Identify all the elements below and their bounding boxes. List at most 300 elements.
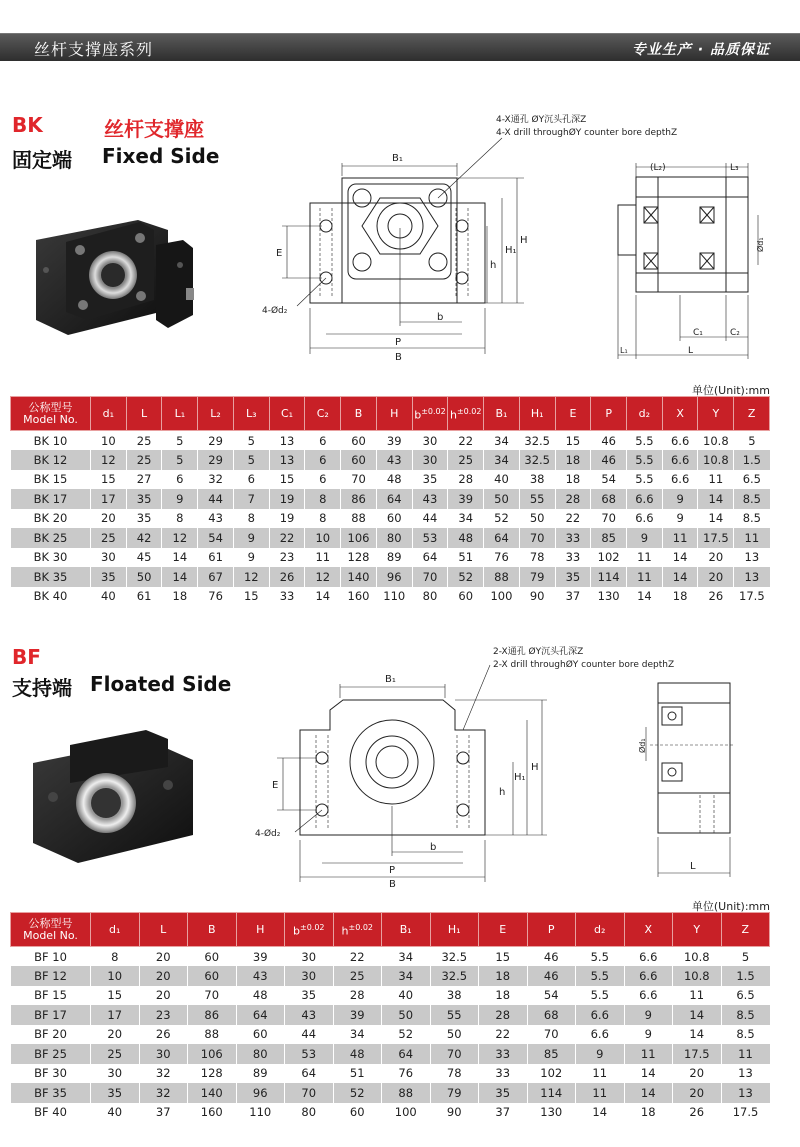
value-cell: 6.6: [624, 966, 673, 986]
value-cell: 11: [698, 470, 734, 490]
value-cell: 64: [484, 528, 520, 548]
value-cell: 35: [412, 470, 448, 490]
value-cell: 33: [555, 548, 591, 568]
value-cell: 18: [555, 450, 591, 470]
value-cell: 9: [662, 489, 698, 509]
value-cell: 9: [233, 528, 269, 548]
table-row: [11, 986, 770, 1006]
value-cell: 46: [527, 947, 576, 967]
value-cell: 8: [305, 489, 341, 509]
value-cell: 26: [269, 567, 305, 587]
table-row: [11, 966, 770, 986]
value-cell: 70: [430, 1044, 479, 1064]
model-cell: BF 17: [11, 1005, 91, 1025]
value-cell: 130: [527, 1103, 576, 1123]
bk-callout-cn: 4-X通孔 ØY沉头孔深Z: [496, 115, 587, 125]
value-cell: 37: [139, 1103, 188, 1123]
value-cell: 30: [91, 548, 127, 568]
table-row: [11, 1064, 770, 1084]
table-row: [11, 489, 770, 509]
header-bar: [0, 33, 800, 61]
bk-dim-b: B: [395, 352, 402, 363]
column-header: H: [376, 397, 412, 431]
value-cell: 6: [162, 470, 198, 490]
value-cell: 5.5: [576, 986, 625, 1006]
value-cell: 64: [376, 489, 412, 509]
value-cell: 67: [198, 567, 234, 587]
value-cell: 13: [721, 1064, 770, 1084]
value-cell: 96: [376, 567, 412, 587]
value-cell: 20: [139, 947, 188, 967]
column-header: L: [126, 397, 162, 431]
value-cell: 60: [236, 1025, 285, 1045]
bk-dim-c1: C₁: [693, 328, 703, 338]
value-cell: 18: [624, 1103, 673, 1123]
value-cell: 9: [233, 548, 269, 568]
table-row: [11, 1103, 770, 1123]
value-cell: 64: [236, 1005, 285, 1025]
bk-callout-en: 4-X drill throughØY counter bore depthZ: [496, 128, 678, 138]
column-header: d₁: [91, 913, 140, 947]
column-header: d₂: [627, 397, 663, 431]
value-cell: 18: [162, 587, 198, 607]
column-header: X: [662, 397, 698, 431]
value-cell: 35: [126, 509, 162, 529]
value-cell: 44: [198, 489, 234, 509]
value-cell: 45: [126, 548, 162, 568]
value-cell: 53: [285, 1044, 334, 1064]
value-cell: 22: [479, 1025, 528, 1045]
value-cell: 38: [430, 986, 479, 1006]
value-cell: 10.8: [698, 431, 734, 451]
value-cell: 64: [382, 1044, 431, 1064]
value-cell: 40: [91, 587, 127, 607]
value-cell: 102: [527, 1064, 576, 1084]
model-cell: BK 12: [11, 450, 91, 470]
value-cell: 28: [479, 1005, 528, 1025]
column-header: Y: [673, 913, 722, 947]
model-cell: BK 35: [11, 567, 91, 587]
value-cell: 10.8: [673, 966, 722, 986]
value-cell: 11: [721, 1044, 770, 1064]
column-header: $b^{\pm 0.02}$: [285, 913, 334, 947]
value-cell: 30: [285, 947, 334, 967]
model-cell: BK 25: [11, 528, 91, 548]
model-cell: BK 15: [11, 470, 91, 490]
value-cell: 28: [555, 489, 591, 509]
table-row: [11, 587, 770, 607]
value-cell: 33: [555, 528, 591, 548]
value-cell: 90: [430, 1103, 479, 1123]
bk-dim-d1: Ød₁: [756, 237, 765, 252]
value-cell: 35: [91, 1083, 140, 1103]
value-cell: 102: [591, 548, 627, 568]
value-cell: 26: [673, 1103, 722, 1123]
value-cell: 12: [233, 567, 269, 587]
value-cell: 40: [484, 470, 520, 490]
value-cell: 128: [188, 1064, 237, 1084]
bk-side-en: Fixed Side: [102, 144, 220, 168]
value-cell: 30: [285, 966, 334, 986]
value-cell: 76: [382, 1064, 431, 1084]
value-cell: 19: [269, 509, 305, 529]
bk-dim-hh: H: [520, 235, 528, 246]
value-cell: 14: [305, 587, 341, 607]
value-cell: 48: [236, 986, 285, 1006]
value-cell: 34: [333, 1025, 382, 1045]
value-cell: 6.6: [627, 509, 663, 529]
value-cell: 1.5: [721, 966, 770, 986]
value-cell: 25: [448, 450, 484, 470]
value-cell: 17.5: [673, 1044, 722, 1064]
value-cell: 85: [591, 528, 627, 548]
value-cell: 48: [333, 1044, 382, 1064]
value-cell: 14: [624, 1083, 673, 1103]
value-cell: 50: [126, 567, 162, 587]
bk-dim-e: E: [276, 248, 283, 259]
value-cell: 23: [139, 1005, 188, 1025]
value-cell: 14: [698, 489, 734, 509]
model-header: 公称型号 Model No.: [11, 913, 91, 947]
value-cell: 8.5: [721, 1025, 770, 1045]
value-cell: 80: [236, 1044, 285, 1064]
value-cell: 5: [233, 450, 269, 470]
header-title: 丝杆支撑座系列: [34, 40, 154, 59]
value-cell: 14: [698, 509, 734, 529]
value-cell: 20: [91, 1025, 140, 1045]
table-row: [11, 470, 770, 490]
value-cell: 14: [662, 567, 698, 587]
model-cell: BK 40: [11, 587, 91, 607]
bf-callout-cn: 2-X通孔 ØY沉头孔深Z: [493, 647, 584, 657]
value-cell: 29: [198, 450, 234, 470]
value-cell: 100: [382, 1103, 431, 1123]
value-cell: 88: [484, 567, 520, 587]
value-cell: 35: [91, 567, 127, 587]
value-cell: 30: [412, 450, 448, 470]
value-cell: 43: [198, 509, 234, 529]
column-header: P: [591, 397, 627, 431]
value-cell: 26: [698, 587, 734, 607]
value-cell: 60: [188, 966, 237, 986]
value-cell: 46: [591, 431, 627, 451]
value-cell: 52: [484, 509, 520, 529]
value-cell: 5: [721, 947, 770, 967]
value-cell: 35: [285, 986, 334, 1006]
value-cell: 70: [341, 470, 377, 490]
value-cell: 32.5: [430, 966, 479, 986]
value-cell: 100: [484, 587, 520, 607]
value-cell: 18: [662, 587, 698, 607]
value-cell: 6.6: [662, 431, 698, 451]
column-header: P: [527, 913, 576, 947]
column-header: H: [236, 913, 285, 947]
model-cell: BK 30: [11, 548, 91, 568]
column-header: E: [555, 397, 591, 431]
value-cell: 86: [188, 1005, 237, 1025]
bf-dim-d1: Ød₁: [638, 738, 647, 753]
value-cell: 12: [305, 567, 341, 587]
model-cell: BF 35: [11, 1083, 91, 1103]
value-cell: 17.5: [734, 587, 770, 607]
bf-side-en: Floated Side: [90, 672, 232, 696]
value-cell: 78: [430, 1064, 479, 1084]
value-cell: 13: [269, 450, 305, 470]
value-cell: 11: [627, 567, 663, 587]
table-row: [11, 450, 770, 470]
column-header: B₁: [484, 397, 520, 431]
value-cell: 20: [673, 1083, 722, 1103]
bf-unit: 单位(Unit):mm: [691, 900, 770, 913]
value-cell: 44: [412, 509, 448, 529]
value-cell: 34: [484, 431, 520, 451]
value-cell: 6.6: [662, 470, 698, 490]
column-header: H₁: [430, 913, 479, 947]
value-cell: 12: [162, 528, 198, 548]
value-cell: 15: [233, 587, 269, 607]
value-cell: 11: [305, 548, 341, 568]
value-cell: 1.5: [734, 450, 770, 470]
value-cell: 17: [91, 489, 127, 509]
model-cell: BF 30: [11, 1064, 91, 1084]
bk-dim-l: L: [688, 346, 694, 356]
bk-dim-l3: L₃: [730, 163, 739, 173]
column-header: X: [624, 913, 673, 947]
value-cell: 22: [333, 947, 382, 967]
table-row: [11, 548, 770, 568]
value-cell: 70: [188, 986, 237, 1006]
value-cell: 15: [269, 470, 305, 490]
value-cell: 6.6: [662, 450, 698, 470]
model-cell: BF 10: [11, 947, 91, 967]
bk-dim-l2: (L₂): [650, 163, 666, 173]
column-header: Y: [698, 397, 734, 431]
model-cell: BF 25: [11, 1044, 91, 1064]
table-row: [11, 509, 770, 529]
value-cell: 61: [198, 548, 234, 568]
table-row: [11, 567, 770, 587]
value-cell: 15: [479, 947, 528, 967]
bk-dim-small-b: b: [437, 312, 444, 323]
column-header: B₁: [382, 913, 431, 947]
value-cell: 60: [376, 509, 412, 529]
value-cell: 13: [734, 567, 770, 587]
value-cell: 76: [198, 587, 234, 607]
bk-product-photo: [28, 200, 198, 350]
value-cell: 50: [484, 489, 520, 509]
value-cell: 33: [479, 1044, 528, 1064]
value-cell: 37: [555, 587, 591, 607]
value-cell: 39: [448, 489, 484, 509]
value-cell: 6.6: [576, 1005, 625, 1025]
table-row: [11, 431, 770, 451]
value-cell: 43: [412, 489, 448, 509]
value-cell: 32.5: [519, 431, 555, 451]
value-cell: 25: [91, 528, 127, 548]
value-cell: 54: [527, 986, 576, 1006]
value-cell: 90: [519, 587, 555, 607]
value-cell: 53: [412, 528, 448, 548]
column-header: L: [139, 913, 188, 947]
bk-hole-label: 4-Ød₂: [262, 306, 288, 316]
value-cell: 38: [519, 470, 555, 490]
value-cell: 13: [721, 1083, 770, 1103]
bf-dim-h: h: [499, 787, 506, 798]
value-cell: 6.6: [624, 947, 673, 967]
value-cell: 88: [188, 1025, 237, 1045]
value-cell: 43: [236, 966, 285, 986]
model-cell: BF 20: [11, 1025, 91, 1045]
value-cell: 14: [576, 1103, 625, 1123]
bk-dim-h: h: [490, 260, 497, 271]
value-cell: 25: [91, 1044, 140, 1064]
bk-dim-l1: L₁: [620, 346, 628, 355]
value-cell: 14: [162, 567, 198, 587]
value-cell: 79: [430, 1083, 479, 1103]
value-cell: 79: [519, 567, 555, 587]
bf-dim-small-b: b: [430, 842, 437, 853]
value-cell: 10: [91, 966, 140, 986]
value-cell: 5.5: [576, 947, 625, 967]
value-cell: 18: [479, 966, 528, 986]
value-cell: 11: [673, 986, 722, 1006]
value-cell: 17: [91, 1005, 140, 1025]
value-cell: 8.5: [734, 489, 770, 509]
value-cell: 6.5: [721, 986, 770, 1006]
value-cell: 60: [448, 587, 484, 607]
value-cell: 51: [448, 548, 484, 568]
bf-callout-en: 2-X drill throughØY counter bore depthZ: [493, 660, 675, 670]
value-cell: 34: [382, 966, 431, 986]
value-cell: 34: [484, 450, 520, 470]
value-cell: 42: [126, 528, 162, 548]
value-cell: 9: [662, 509, 698, 529]
column-header: L₃: [233, 397, 269, 431]
value-cell: 89: [236, 1064, 285, 1084]
table-row: [11, 1044, 770, 1064]
value-cell: 64: [285, 1064, 334, 1084]
value-cell: 26: [139, 1025, 188, 1045]
bf-dim-b1: B₁: [385, 674, 396, 685]
value-cell: 35: [555, 567, 591, 587]
value-cell: 50: [430, 1025, 479, 1045]
value-cell: 60: [188, 947, 237, 967]
value-cell: 6.6: [627, 489, 663, 509]
model-cell: BK 17: [11, 489, 91, 509]
value-cell: 23: [269, 548, 305, 568]
value-cell: 34: [448, 509, 484, 529]
value-cell: 51: [333, 1064, 382, 1084]
value-cell: 27: [126, 470, 162, 490]
value-cell: 8.5: [734, 509, 770, 529]
value-cell: 40: [91, 1103, 140, 1123]
value-cell: 43: [376, 450, 412, 470]
bk-dim-b1: B₁: [392, 153, 403, 164]
value-cell: 34: [382, 947, 431, 967]
value-cell: 140: [341, 567, 377, 587]
value-cell: 30: [412, 431, 448, 451]
value-cell: 28: [333, 986, 382, 1006]
value-cell: 25: [126, 450, 162, 470]
value-cell: 30: [91, 1064, 140, 1084]
value-cell: 160: [188, 1103, 237, 1123]
value-cell: 60: [333, 1103, 382, 1123]
value-cell: 55: [519, 489, 555, 509]
value-cell: 6: [233, 470, 269, 490]
value-cell: 8.5: [721, 1005, 770, 1025]
value-cell: 8: [233, 509, 269, 529]
value-cell: 9: [162, 489, 198, 509]
value-cell: 70: [591, 509, 627, 529]
value-cell: 6: [305, 431, 341, 451]
value-cell: 8: [91, 947, 140, 967]
table-row: [11, 1083, 770, 1103]
value-cell: 86: [341, 489, 377, 509]
value-cell: 20: [698, 567, 734, 587]
value-cell: 14: [624, 1064, 673, 1084]
value-cell: 70: [519, 528, 555, 548]
table-row: [11, 1025, 770, 1045]
value-cell: 11: [627, 548, 663, 568]
value-cell: 18: [555, 470, 591, 490]
bk-dim-p: P: [395, 337, 402, 348]
value-cell: 9: [624, 1025, 673, 1045]
value-cell: 22: [448, 431, 484, 451]
value-cell: 85: [527, 1044, 576, 1064]
value-cell: 32: [198, 470, 234, 490]
value-cell: 10: [91, 431, 127, 451]
column-header: $h^{\pm 0.02}$: [333, 913, 382, 947]
value-cell: 5.5: [627, 431, 663, 451]
column-header: Z: [721, 913, 770, 947]
bk-code: BK: [12, 113, 43, 137]
bf-product-photo: [28, 725, 198, 865]
value-cell: 7: [233, 489, 269, 509]
value-cell: 5.5: [627, 450, 663, 470]
value-cell: 52: [333, 1083, 382, 1103]
value-cell: 64: [412, 548, 448, 568]
value-cell: 33: [479, 1064, 528, 1084]
value-cell: 30: [139, 1044, 188, 1064]
value-cell: 22: [269, 528, 305, 548]
bk-name-cn: 丝杆支撑座: [104, 117, 204, 141]
header-slogan: 专业生产 · 品质保证: [631, 42, 770, 58]
value-cell: 50: [382, 1005, 431, 1025]
bf-dim-h1: H₁: [514, 772, 526, 783]
value-cell: 18: [479, 986, 528, 1006]
value-cell: 50: [519, 509, 555, 529]
bf-dim-b: B: [389, 879, 396, 890]
model-cell: BF 12: [11, 966, 91, 986]
value-cell: 12: [91, 450, 127, 470]
value-cell: 52: [382, 1025, 431, 1045]
value-cell: 70: [412, 567, 448, 587]
value-cell: 40: [382, 986, 431, 1006]
value-cell: 68: [527, 1005, 576, 1025]
model-header: 公称型号 Model No.: [11, 397, 91, 431]
value-cell: 48: [448, 528, 484, 548]
value-cell: 15: [91, 986, 140, 1006]
value-cell: 60: [341, 450, 377, 470]
value-cell: 43: [285, 1005, 334, 1025]
bf-dim-hh: H: [531, 762, 539, 773]
value-cell: 29: [198, 431, 234, 451]
bk-side-cn: 固定端: [12, 148, 72, 172]
column-header: H₁: [519, 397, 555, 431]
value-cell: 20: [139, 986, 188, 1006]
bf-dim-e: E: [272, 780, 279, 791]
column-header: Z: [734, 397, 770, 431]
